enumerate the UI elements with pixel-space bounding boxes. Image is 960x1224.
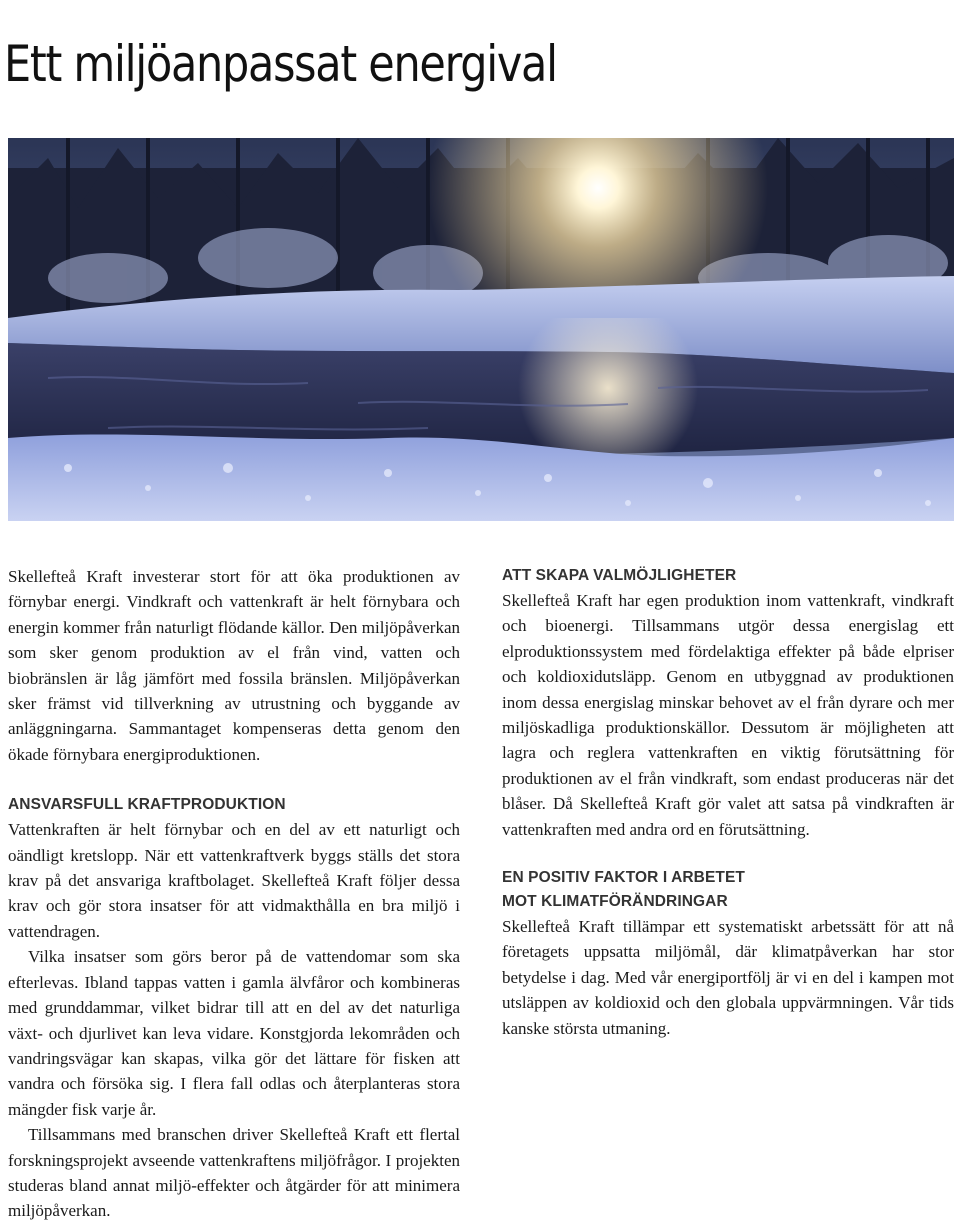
body-paragraph-2: Vilka insatser som görs beror på de vattendomar som ska efterlevas. Ibland tappas vatten i gamla älvfåror och kombineras med grunddammar, vilket bidrar till att en del av det naturliga växt- och djurlivet kan leva vidare. Konstgjorda lekområden och vandringsvägar kan skapas, vilka gör det lättare för fisken att vandra och försöka sig. I flera fall odlas och återplanteras stora mängder fisk varje år. [8,947,460,1119]
section-heading-klimat-line-1: EN POSITIV FAKTOR I ARBETET [502,869,745,887]
section-heading-klimat-line-2: MOT KLIMATFÖRÄNDRINGAR [502,893,728,911]
section-heading-valmojligheter: ATT SKAPA VALMÖJLIGHETER [502,567,737,584]
left-column [8,564,460,1224]
section-heading-kraftproduktion: ANSVARSFULL KRAFTPRODUKTION [8,796,286,814]
winter-river-photo [8,138,954,521]
valmojligheter-paragraph: Skellefteå Kraft har egen produktion inom vattenkraft, vindkraft och bioenergi. Tillsammans utgör dessa energislag ett elproduktionssystem med fördelaktiga effekter på både elpriser och koldioxidutsläpp. Genom en utbyggnad av produktionen inom dessa energislag minskar behovet av el från dyrare och mer miljöskadliga produktionskällor. Dessutom är möjligheten att lagra och reglera vattenkraften en viktig förutsättning för produktionen av el från vindkraft, som endast produceras när det blåser. Då Skellefteå Kraft gör valet att satsa på vindkraften är vattenkraften med andra ord en förutsättning. [502,591,954,839]
right-column [502,564,954,1041]
body-paragraph-3: Tillsammans med branschen driver Skellefteå Kraft ett flertal forskningsprojekt avseende vattenkraftens miljöfrågor. I projekten studeras bland annat miljö-effekter och åtgärder för att minimera miljöpåverkan. [8,1125,460,1221]
page-title: Ett miljöanpassat energival [4,34,557,93]
klimat-paragraph: Skellefteå Kraft tillämpar ett systematiskt arbetssätt för att nå företagets uppsatta miljömål, där klimatpåverkan har stor betydelse i dag. Med vår energiportfölj är vi en del i kampen mot utsläppen av koldioxid och den globala uppvärmningen. Vår tids kanske största utmaning. [502,917,954,1038]
intro-paragraph: Skellefteå Kraft investerar stort för att öka produktionen av förnybar energi. Vindkraft och vattenkraft är helt förnybara och energin kommer från naturligt flödande källor. Den miljöpåverkan som sker genom produktion av el från vind, vatten och biobränslen är låg jämfört med fossila bränslen. Miljöpåverkan sker främst vid tillverkning av utrustning och byggande av anläggningarna. Sammantaget kompenseras detta genom den ökade förnybara energiproduktionen. [8,567,460,764]
body-paragraph-1: Vattenkraften är helt förnybar och en del av ett naturligt och oändligt kretslopp. När ett vattenkraftverk byggs ställs det stora krav på det ansvariga kraftbolaget. Skellefteå Kraft följer dessa krav och gör stora insatser för att vidmakthålla en bra miljö i vattendragen. [8,820,460,941]
